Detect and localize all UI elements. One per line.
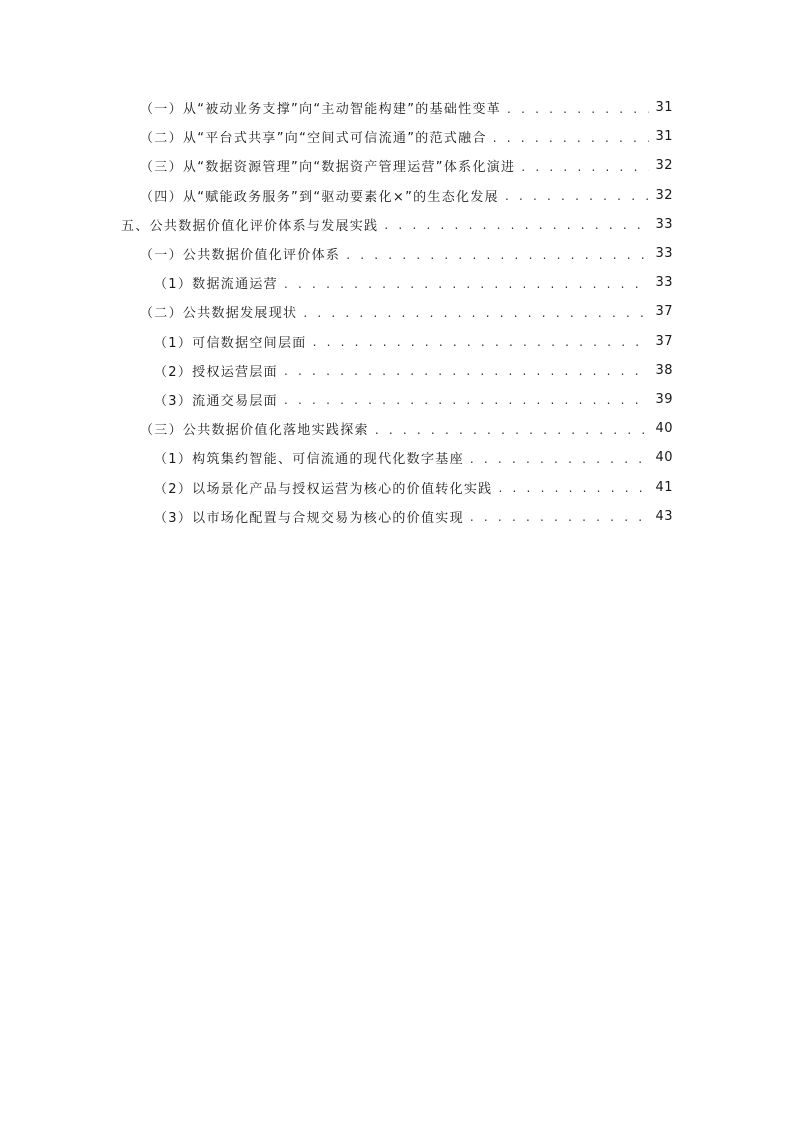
toc-entry-title: （四）从“赋能政务服务”到“驱动要素化×”的生态化发展 <box>140 189 499 205</box>
toc-page-number: 37 <box>655 333 673 349</box>
toc-entry-title: （3）流通交易层面 <box>154 393 278 409</box>
toc-entry[interactable] <box>0 151 794 180</box>
toc-subentry[interactable] <box>0 327 794 356</box>
toc-subentry[interactable] <box>0 443 794 472</box>
toc-entry-title: （2）以场景化产品与授权运营为核心的价值转化实践 <box>154 481 493 497</box>
toc-dot-leader <box>284 278 649 290</box>
toc-page-number: 39 <box>655 391 673 407</box>
toc-subentry[interactable] <box>0 502 794 531</box>
toc-page-number: 40 <box>655 421 673 437</box>
toc-page-number: 38 <box>655 362 673 378</box>
toc-entry-title: （三）公共数据价值化落地实践探索 <box>140 423 369 439</box>
toc-entry-title: （二）从“平台式共享”向“空间式可信流通”的范式融合 <box>140 131 487 147</box>
toc-page-number: 32 <box>655 158 673 174</box>
toc-entry-title: （1）可信数据空间层面 <box>154 335 307 351</box>
toc-entry-title: （三）从“数据资源管理”向“数据资产管理运营”体系化演进 <box>140 160 516 176</box>
toc-entry-title: 五、公共数据价值化评价体系与发展实践 <box>121 218 379 234</box>
toc-entry-title: （一）公共数据价值化评价体系 <box>140 248 341 264</box>
toc-subentry[interactable] <box>0 268 794 297</box>
toc-entry[interactable] <box>0 414 794 443</box>
toc-dot-leader <box>284 365 649 377</box>
toc-entry[interactable] <box>0 122 794 151</box>
toc-entry-title: （3）以市场化配置与合规交易为核心的价值实现 <box>154 510 464 526</box>
toc-entry-title: （一）从“被动业务支撑”向“主动智能构建”的基础性变革 <box>140 102 502 118</box>
toc-entry-title: （二）公共数据发展现状 <box>140 306 298 322</box>
toc-dot-leader <box>507 103 649 115</box>
toc-entry[interactable] <box>0 93 794 122</box>
toc-subentry[interactable] <box>0 472 794 501</box>
toc-dot-leader <box>375 424 650 436</box>
toc-page-number: 37 <box>655 304 673 320</box>
toc-entry-title: （1）数据流通运营 <box>154 277 278 293</box>
toc-dot-leader <box>470 511 650 523</box>
toc-dot-leader <box>313 336 650 348</box>
toc-page-number: 31 <box>655 129 673 145</box>
toc-entry[interactable] <box>0 239 794 268</box>
toc-dot-leader <box>498 482 649 494</box>
toc-entry[interactable] <box>0 297 794 326</box>
toc-dot-leader <box>505 190 650 202</box>
toc-dot-leader <box>521 161 649 173</box>
toc-subentry[interactable] <box>0 356 794 385</box>
toc-page-number: 33 <box>655 275 673 291</box>
toc-page-number: 41 <box>655 479 673 495</box>
toc-dot-leader <box>493 132 650 144</box>
toc-entry[interactable] <box>0 181 794 210</box>
toc-dot-leader <box>470 453 650 465</box>
toc-page-number: 33 <box>655 216 673 232</box>
toc-entry-title: （2）授权运营层面 <box>154 364 278 380</box>
toc-entry-title: （1）构筑集约智能、可信流通的现代化数字基座 <box>154 452 464 468</box>
table-of-contents <box>0 93 794 531</box>
toc-page-number: 31 <box>655 100 673 116</box>
toc-subentry[interactable] <box>0 385 794 414</box>
toc-page-number: 32 <box>655 187 673 203</box>
toc-dot-leader <box>303 307 649 319</box>
toc-dot-leader <box>384 219 649 231</box>
toc-page-number: 40 <box>655 450 673 466</box>
toc-page-number: 33 <box>655 246 673 262</box>
toc-dot-leader <box>284 394 649 406</box>
toc-page-number: 43 <box>655 508 673 524</box>
toc-chapter-entry[interactable] <box>0 210 794 239</box>
toc-dot-leader <box>346 249 649 261</box>
